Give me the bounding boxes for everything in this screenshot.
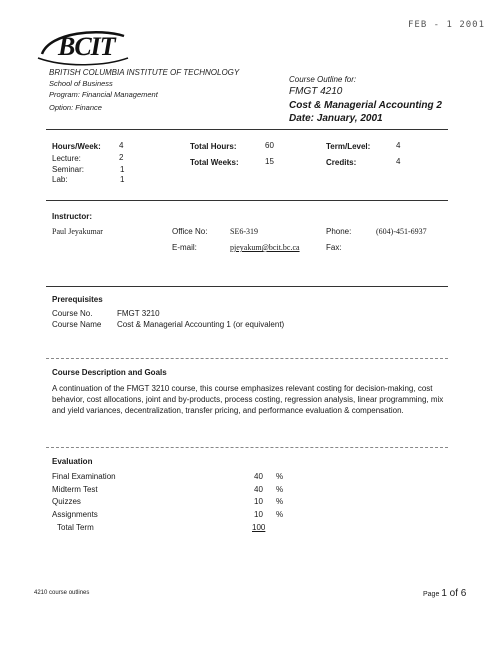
divider	[46, 129, 448, 130]
course-title: Cost & Managerial Accounting 2	[289, 100, 442, 111]
phone-value: (604)-451-6937	[376, 227, 427, 236]
office-label: Office No:	[172, 227, 208, 236]
course-no-label: Course No.	[52, 309, 93, 318]
eval-row-value: 10	[254, 510, 263, 519]
hours-week-label: Hours/Week:	[52, 142, 101, 151]
outline-date: Date: January, 2001	[289, 113, 383, 124]
eval-row-label: Final Examination	[52, 472, 116, 481]
eval-row-label: Assignments	[52, 510, 98, 519]
eval-row-label: Quizzes	[52, 497, 81, 506]
total-weeks-label: Total Weeks:	[190, 158, 239, 167]
description-text: A continuation of the FMGT 3210 course, this course emphasizes relevant costing for decision-making, cost behavior, cost allocations, joint and by-products, process costing, regression analysis, linear programming, mix and yield variances, decentralization, transfer pricing, and performance evaluation & compensation.	[52, 384, 444, 415]
eval-row-value: 40	[254, 485, 263, 494]
eval-total-label: Total Term	[57, 523, 94, 532]
evaluation-heading: Evaluation	[52, 457, 93, 466]
seminar-label: Seminar:	[52, 165, 85, 174]
total-hours-label: Total Hours:	[190, 142, 237, 151]
program-name: Program: Financial Management	[49, 90, 158, 99]
total-hours-value: 60	[265, 141, 274, 150]
percent-sign: %	[276, 497, 284, 506]
page-number	[423, 588, 466, 599]
lecture-value: 2	[119, 153, 124, 162]
eval-row-value: 40	[254, 472, 263, 481]
instructor-name: Paul Jeyakumar	[52, 227, 103, 236]
instructor-heading: Instructor:	[52, 212, 92, 221]
course-no-value: FMGT 3210	[117, 309, 160, 318]
eval-row-label: Midterm Test	[52, 485, 98, 494]
school-name: School of Business	[49, 79, 113, 88]
divider	[46, 286, 448, 287]
page-of: 1 of 6	[441, 588, 467, 599]
divider	[46, 358, 448, 359]
prerequisites-heading: Prerequisites	[52, 295, 103, 304]
percent-sign: %	[276, 472, 284, 481]
logo-text: BCIT	[58, 32, 115, 61]
lecture-label: Lecture:	[52, 154, 81, 163]
course-outline-label: Course Outline for:	[289, 75, 357, 84]
course-name-value: Cost & Managerial Accounting 1 (or equivalent)	[117, 320, 285, 329]
description-heading: Course Description and Goals	[52, 368, 167, 377]
eval-row-value: 10	[254, 497, 263, 506]
option-name: Option: Finance	[49, 103, 102, 112]
divider	[46, 447, 448, 448]
email-label: E-mail:	[172, 243, 197, 252]
footer-file-name: 4210 course outlines	[34, 590, 90, 596]
percent-sign: %	[276, 485, 284, 494]
fax-label: Fax:	[326, 243, 342, 252]
divider	[46, 200, 448, 201]
received-date-stamp: FEB - 1 2001	[408, 20, 486, 30]
hours-week-value: 4	[119, 141, 124, 150]
course-name-label: Course Name	[52, 320, 102, 329]
percent-sign: %	[276, 510, 284, 519]
lab-value: 1	[120, 175, 125, 184]
credits-value: 4	[396, 157, 401, 166]
lab-label: Lab:	[52, 175, 68, 184]
term-level-label: Term/Level:	[326, 142, 371, 151]
total-weeks-value: 15	[265, 157, 274, 166]
seminar-value: 1	[120, 165, 125, 174]
eval-total-value: 100	[252, 523, 266, 532]
phone-label: Phone:	[326, 227, 352, 236]
institute-name: BRITISH COLUMBIA INSTITUTE OF TECHNOLOGY	[49, 68, 240, 77]
page-prefix: Page	[423, 591, 440, 598]
office-value: SE6-319	[230, 227, 258, 236]
email-link[interactable]: pjeyakum@bcit.bc.ca	[230, 243, 300, 252]
term-level-value: 4	[396, 141, 401, 150]
credits-label: Credits:	[326, 158, 357, 167]
course-code: FMGT 4210	[289, 86, 343, 97]
